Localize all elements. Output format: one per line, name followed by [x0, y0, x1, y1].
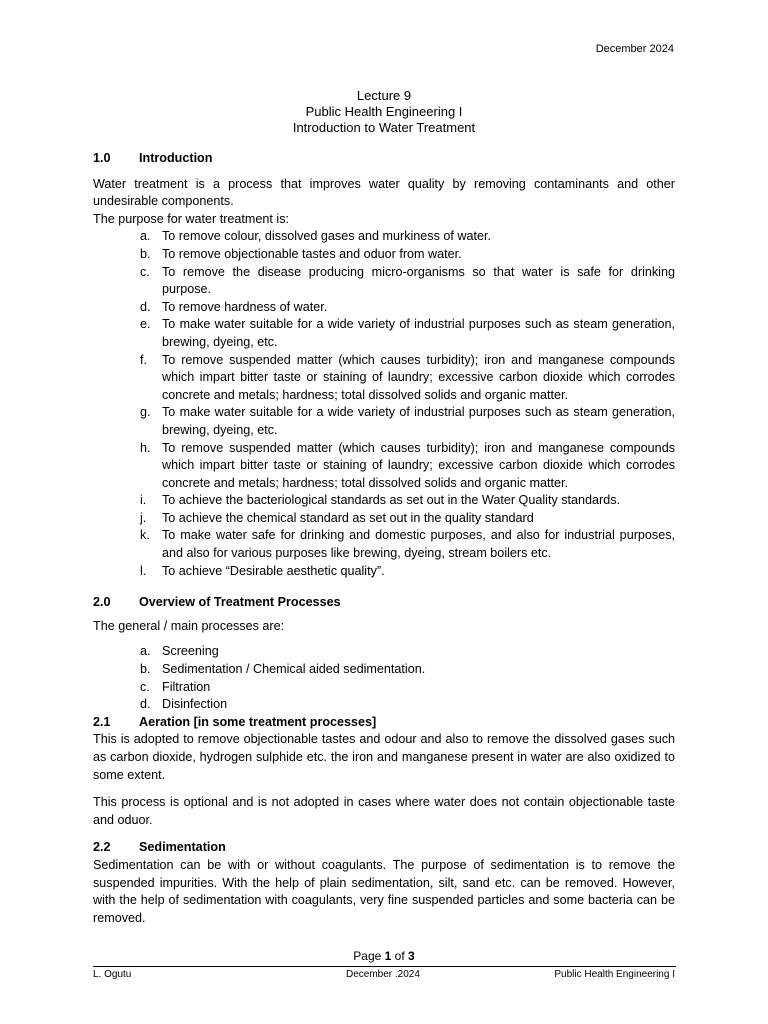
purpose-paragraph: The purpose for water treatment is:	[93, 211, 289, 226]
section-title: Introduction	[139, 151, 213, 165]
document-title	[0, 88, 768, 136]
list-item: l. To achieve “Desirable aesthetic quality”.	[140, 563, 385, 578]
list-item: b. Sedimentation / Chemical aided sedimentation.	[140, 662, 426, 677]
header-date: December 2024	[595, 43, 674, 55]
aeration-paragraph: This is adopted to remove objectionable tastes and odour and also to remove the dissolved gases such as carbon dioxide, hydrogen sulphide etc. the iron and manganese present in water are also oxidized to some extent.	[93, 732, 675, 782]
section-number: 2.0	[93, 595, 111, 610]
document-body	[93, 150, 675, 927]
title-lecture: Lecture 9	[356, 88, 412, 103]
section-title: Sedimentation	[139, 840, 226, 855]
list-item: c. To remove the disease producing micro-organisms so that water is safe for drinking purpose.	[140, 264, 675, 297]
page-number: Page 1 of 3	[353, 949, 415, 963]
section-heading-1-0	[93, 150, 675, 168]
list-item: e. To make water suitable for a wide variety of industrial purposes such as steam generation, brewing, dyeing, etc.	[140, 317, 675, 349]
section-heading-2-2	[93, 839, 675, 857]
list-item: j. To achieve the chemical standard as set out in the quality standard	[140, 510, 534, 525]
section-number: 1.0	[93, 151, 111, 165]
list-item: a. To remove colour, dissolved gases and murkiness of water.	[140, 229, 491, 244]
list-item: g. To make water suitable for a wide variety of industrial purposes such as steam generation, brewing, dyeing, etc.	[140, 405, 675, 437]
list-item: f. To remove suspended matter (which causes turbidity); iron and manganese compounds which impart bitter taste or staining of laundry; excessive carbon dioxide which corrodes concrete and metals; hardness; total dissolved solids and organic matter.	[140, 352, 675, 402]
aeration-optional-paragraph: This process is optional and is not adopted in cases where water does not contain objectionable taste and oduor.	[93, 795, 675, 827]
purpose-list	[140, 228, 675, 580]
list-item: d. Disinfection	[140, 697, 228, 712]
title-topic: Introduction to Water Treatment	[292, 120, 476, 135]
list-item: i. To achieve the bacteriological standards as set out in the Water Quality standards.	[140, 493, 621, 508]
footer-author: L. Ogutu	[93, 969, 132, 980]
list-item: d. To remove hardness of water.	[140, 299, 328, 314]
section-heading-2-1	[93, 714, 675, 732]
sedimentation-paragraph: Sedimentation can be with or without coagulants. The purpose of sedimentation is to remove the suspended impurities. With the help of plain sedimentation, silt, sand etc. can be removed. However, with the help of sedimentation with coagulants, very fine suspended particles and some bacteria can be removed.	[93, 857, 675, 925]
footer-date: December .2024	[346, 969, 420, 980]
title-course: Public Health Engineering I	[305, 104, 463, 119]
list-item: b. To remove objectionable tastes and oduor from water.	[140, 246, 462, 261]
list-item: a. Screening	[140, 644, 219, 659]
processes-paragraph: The general / main processes are:	[93, 618, 285, 633]
footer-course: Public Health Engineering I	[554, 969, 675, 980]
section-number: 2.2	[93, 840, 111, 855]
section-title: Overview of Treatment Processes	[139, 595, 341, 610]
list-item: c. Filtration	[140, 679, 211, 694]
list-item: h. To remove suspended matter (which causes turbidity); iron and manganese compounds which impart bitter taste or staining of laundry; excessive carbon dioxide which corrodes concrete and metals; hardness; total dissolved solids and organic matter.	[140, 440, 675, 490]
processes-list	[140, 643, 675, 713]
section-number: 2.1	[93, 714, 111, 729]
intro-paragraph: Water treatment is a process that improves water quality by removing contaminants and other undesirable components.	[93, 176, 675, 209]
footer-rule	[93, 966, 676, 967]
section-title: Aeration [in some treatment processes]	[139, 714, 377, 729]
section-heading-2-0	[93, 594, 675, 612]
list-item: k. To make water safe for drinking and domestic purposes, and also for industrial purposes, and also for various purposes like brewing, dyeing, stream boilers etc.	[140, 528, 675, 561]
